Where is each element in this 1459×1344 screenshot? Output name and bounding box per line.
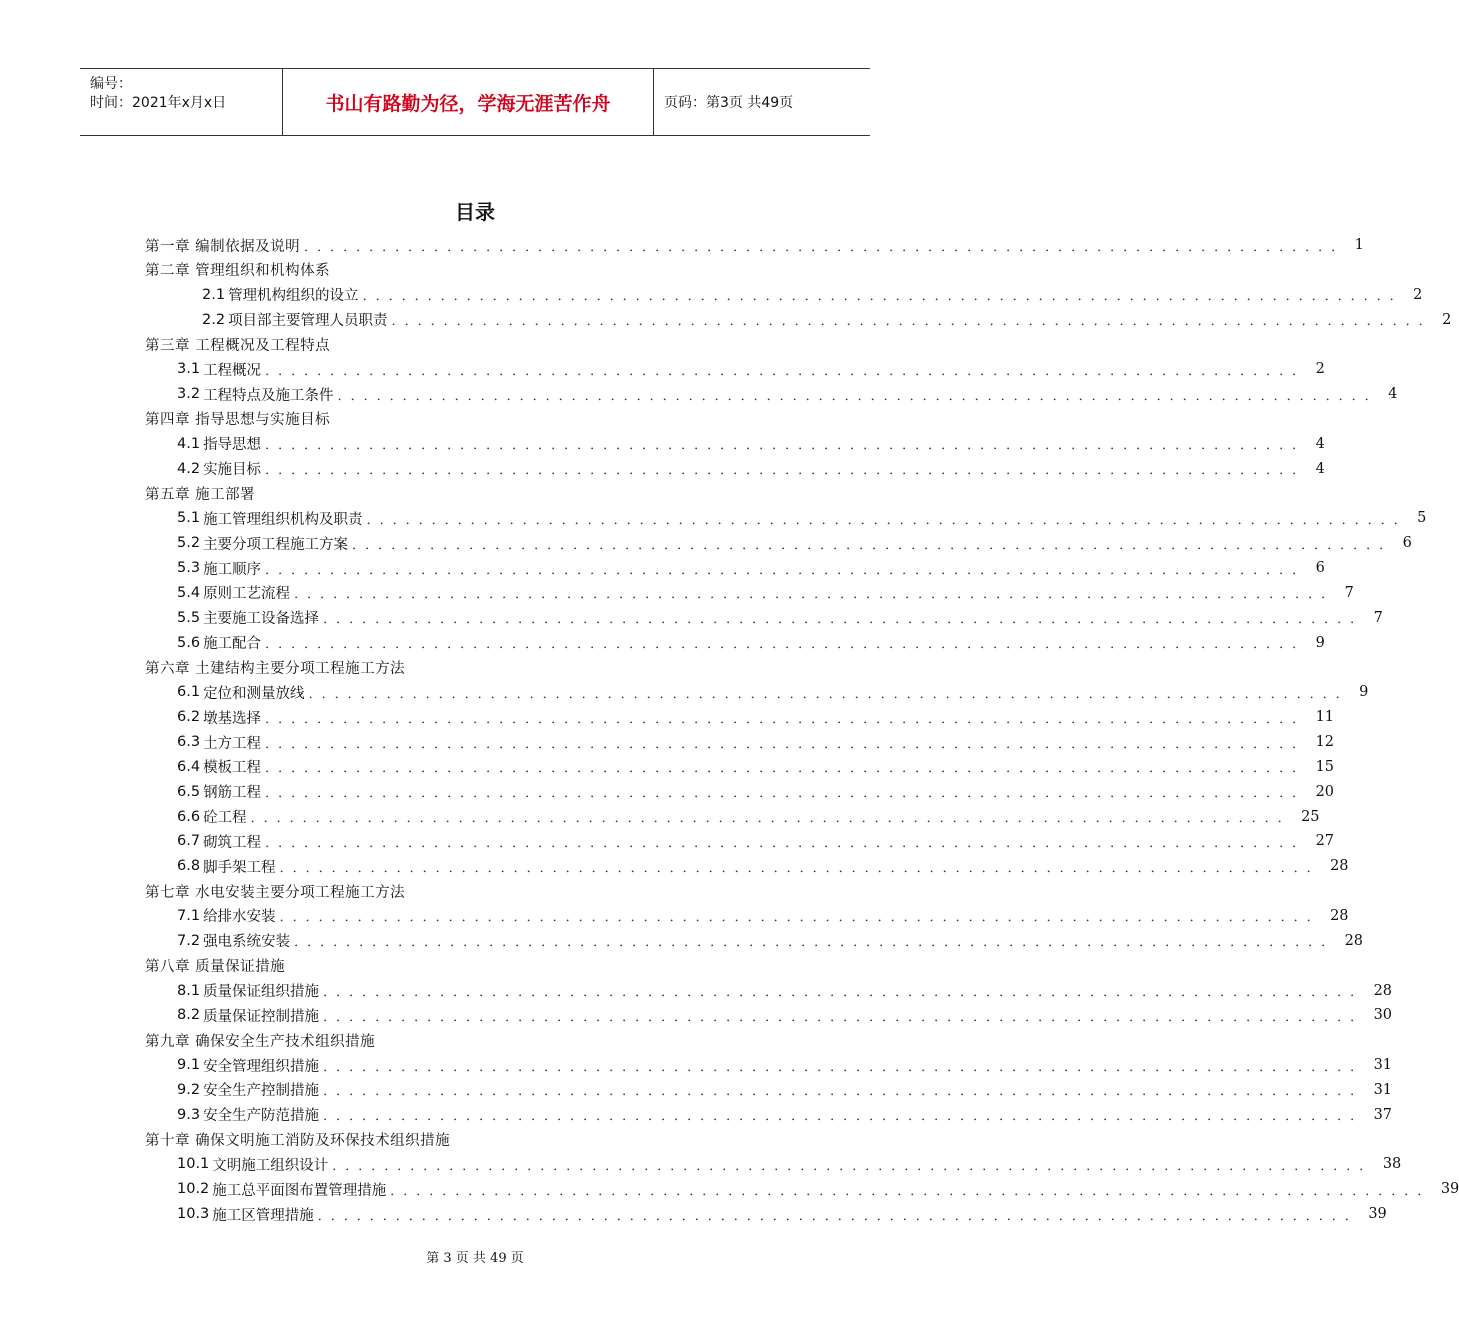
toc-section-number: 9.1 [177, 1057, 201, 1074]
toc-dot-leader: ．．．．．．．．．．．．．．．．．．．．．．．．．．．．．．．．．．．．．．．．．．．．．．．．．．．．．．．．．．．．．．．．．．．．．．．．．．．．．．．． [279, 860, 1327, 876]
toc-entry-label: 安全生产防范措施 [203, 1108, 320, 1125]
toc-section-row[interactable] [177, 905, 1349, 927]
toc-section-row[interactable] [202, 284, 1423, 306]
toc-entry-label: 钢筋工程 [203, 785, 262, 802]
toc-dot-leader: ．．．．．．．．．．．．．．．．．．．．．．．．．．．．．．．．．．．．．．．．．．．．．．．．．．．．．．．．．．．．．．．．．．．．．．．．．．．．．．．． [265, 438, 1312, 454]
toc-dot-leader: ．．．．．．．．．．．．．．．．．．．．．．．．．．．．．．．．．．．．．．．．．．．．．．．．．．．．．．．．．．．．．．．．．．．．．．．．．．．．．．．． [265, 786, 1312, 802]
toc-section-number: 6.5 [177, 783, 201, 800]
toc-section-row[interactable] [177, 1004, 1393, 1026]
toc-section-row[interactable] [177, 731, 1335, 753]
toc-section-number: 10.2 [177, 1181, 210, 1198]
toc-dot-leader: ．．．．．．．．．．．．．．．．．．．．．．．．．．．．．．．．．．．．．．．．．．．．．．．．．．．．．．．．．．．．．．．．．．．．．．．．．．．．．．．． [265, 363, 1312, 379]
toc-page-number: 6 [1315, 560, 1325, 577]
toc-section-row[interactable] [177, 930, 1364, 952]
toc-entry-label: 管理机构组织的设立 [228, 288, 359, 305]
toc-chapter-row[interactable] [145, 656, 845, 678]
toc-entry-label: 项目部主要管理人员职责 [228, 313, 388, 330]
toc-section-row[interactable] [177, 383, 1398, 405]
toc-dot-leader: ．．．．．．．．．．．．．．．．．．．．．．．．．．．．．．．．．．．．．．．．．．．．．．．．．．．．．．．．．．．．．．．．．．．．．．．．．．．．．．．． [352, 537, 1399, 553]
toc-chapter-row[interactable] [145, 955, 845, 977]
toc-entry-label: 模板工程 [203, 760, 262, 777]
toc-section-row[interactable] [177, 632, 1325, 654]
toc-section-number: 8.1 [177, 982, 201, 999]
toc-page-number: 31 [1373, 1081, 1393, 1098]
toc-page-number: 4 [1315, 435, 1325, 452]
toc-section-number: 6.2 [177, 709, 201, 726]
toc-dot-leader: ．．．．．．．．．．．．．．．．．．．．．．．．．．．．．．．．．．．．．．．．．．．．．．．．．．．．．．．．．．．．．．．．．．．．．．．．．．．．．．．． [294, 935, 1341, 951]
toc-section-row[interactable] [177, 1104, 1393, 1126]
toc-dot-leader: ．．．．．．．．．．．．．．．．．．．．．．．．．．．．．．．．．．．．．．．．．．．．．．．．．．．．．．．．．．．．．．．．．．．．．．．．．．．．．．．． [391, 314, 1439, 330]
toc-page-number: 38 [1382, 1156, 1402, 1173]
toc-dot-leader: ．．．．．．．．．．．．．．．．．．．．．．．．．．．．．．．．．．．．．．．．．．．．．．．．．．．．．．．．．．．．．．．．．．．．．．．．．．．．．．．． [323, 612, 1370, 628]
toc-section-number: 10.1 [177, 1156, 210, 1173]
toc-dot-leader: ．．．．．．．．．．．．．．．．．．．．．．．．．．．．．．．．．．．．．．．．．．．．．．．．．．．．．．．．．．．．．．．．．．．．．．．．．．．．．．．． [250, 811, 1298, 827]
toc-section-number: 6.1 [177, 684, 201, 701]
toc-dot-leader: ．．．．．．．．．．．．．．．．．．．．．．．．．．．．．．．．．．．．．．．．．．．．．．．．．．．．．．．．．．．．．．．．．．．．．．．．．．．．．．．． [390, 1183, 1437, 1199]
toc-chapter-row[interactable] [145, 333, 845, 355]
toc-page-number: 25 [1301, 808, 1320, 825]
toc-section-number: 6.4 [177, 758, 201, 775]
toc-section-number: 5.2 [177, 535, 201, 552]
toc-section-number: 6.7 [177, 833, 201, 850]
toc-page-number: 28 [1344, 932, 1364, 949]
toc-section-row[interactable] [177, 681, 1369, 703]
toc-section-row[interactable] [202, 309, 1452, 331]
toc-dot-leader: ．．．．．．．．．．．．．．．．．．．．．．．．．．．．．．．．．．．．．．．．．．．．．．．．．．．．．．．．．．．．．．．．．．．．．．．．．．．．．．．． [323, 1059, 1370, 1075]
toc-entry-label: 文明施工组织设计 [212, 1157, 329, 1174]
toc-section-row[interactable] [177, 458, 1325, 480]
toc-section-number: 6.3 [177, 734, 201, 750]
toc-title: 目录 [455, 200, 495, 224]
toc-dot-leader: ．．．．．．．．．．．．．．．．．．．．．．．．．．．．．．．．．．．．．．．．．．．．．．．．．．．．．．．．．．．．．．．．．．．．．．．．．．．．．．．． [265, 562, 1312, 578]
toc-dot-leader: ．．．．．．．．．．．．．．．．．．．．．．．．．．．．．．．．．．．．．．．．．．．．．．．．．．．．．．．．．．．．．．．．．．．．．．．．．．．．．．．． [323, 1109, 1370, 1125]
document-number-label: 编号： [90, 76, 132, 92]
toc-section-row[interactable] [177, 806, 1320, 828]
toc-chapter-row[interactable] [145, 259, 845, 281]
toc-entry-label: 第三章 工程概况及工程特点 [145, 337, 331, 354]
toc-page-number: 12 [1315, 734, 1335, 750]
toc-page-number: 1 [1354, 237, 1364, 253]
toc-entry-label: 施工顺序 [203, 561, 262, 578]
toc-dot-leader: ．．．．．．．．．．．．．．．．．．．．．．．．．．．．．．．．．．．．．．．．．．．．．．．．．．．．．．．．．．．．．．．．．．．．．．．．．．．．．．．． [323, 1084, 1370, 1100]
toc-dot-leader: ．．．．．．．．．．．．．．．．．．．．．．．．．．．．．．．．．．．．．．．．．．．．．．．．．．．．．．．．．．．．．．．．．．．．．．．．．．．．．．．． [317, 1208, 1365, 1224]
toc-page-number: 28 [1373, 982, 1393, 999]
toc-section-row[interactable] [177, 507, 1427, 529]
toc-entry-label: 施工配合 [203, 636, 262, 653]
header-page-info: 页码：第3页 共49页 [664, 95, 794, 111]
toc-section-row[interactable] [177, 1153, 1402, 1175]
toc-page-number: 2 [1413, 286, 1423, 303]
toc-entry-label: 施工管理组织机构及职责 [203, 511, 363, 528]
toc-entry-label: 工程概况 [203, 362, 262, 379]
toc-section-number: 6.6 [177, 808, 201, 825]
toc-section-number: 4.2 [177, 460, 201, 477]
toc-entry-label: 砌筑工程 [203, 834, 262, 851]
toc-page-number: 28 [1330, 858, 1349, 875]
header-meta [80, 69, 282, 135]
toc-dot-leader: ．．．．．．．．．．．．．．．．．．．．．．．．．．．．．．．．．．．．．．．．．．．．．．．．．．．．．．．．．．．．．．．．．．．．．．．．．．．．．．．． [265, 835, 1312, 851]
toc-section-row[interactable] [177, 532, 1412, 554]
toc-dot-leader: ．．．．．．．．．．．．．．．．．．．．．．．．．．．．．．．．．．．．．．．．．．．．．．．．．．．．．．．．．．．．．．．．．．．．．．．．．．．．．．．． [332, 1158, 1379, 1174]
toc-entry-label: 强电系统安装 [203, 934, 291, 951]
toc-entry-label: 主要施工设备选择 [203, 611, 320, 628]
toc-section-number: 5.5 [177, 609, 201, 626]
toc-dot-leader: ．．．．．．．．．．．．．．．．．．．．．．．．．．．．．．．．．．．．．．．．．．．．．．．．．．．．．．．．．．．．．．．．．．．．．．．．．．．．．．．． [279, 910, 1327, 926]
toc-page-number: 9 [1315, 634, 1325, 651]
toc-section-row[interactable] [177, 1203, 1387, 1225]
toc-dot-leader: ．．．．．．．．．．．．．．．．．．．．．．．．．．．．．．．．．．．．．．．．．．．．．．．．．．．．．．．．．．．．．．．．．．．．．．．．．．．．．．．． [366, 512, 1414, 528]
toc-page-number: 4 [1388, 386, 1398, 403]
toc-page-number: 39 [1368, 1206, 1387, 1223]
toc-chapter-row[interactable] [145, 1029, 845, 1051]
toc-page-number: 2 [1315, 361, 1325, 378]
toc-entry-label: 质量保证组织措施 [203, 984, 320, 1000]
toc-section-number: 4.1 [177, 435, 201, 452]
toc-section-row[interactable] [177, 1054, 1393, 1076]
toc-section-number: 8.2 [177, 1007, 201, 1024]
toc-page-number: 6 [1402, 535, 1412, 552]
toc-entry-label: 指导思想 [203, 437, 262, 454]
toc-section-number: 7.1 [177, 907, 201, 924]
toc-section-number: 5.6 [177, 634, 201, 651]
toc-section-number: 10.3 [177, 1206, 210, 1223]
toc-dot-leader: ．．．．．．．．．．．．．．．．．．．．．．．．．．．．．．．．．．．．．．．．．．．．．．．．．．．．．．．．．．．．．．．．．．．．．．．．．．．．．．．． [323, 1009, 1370, 1025]
toc-section-number: 9.3 [177, 1106, 201, 1123]
toc-section-row[interactable] [177, 582, 1354, 604]
toc-section-row[interactable] [177, 855, 1349, 877]
toc-entry-label: 施工区管理措施 [212, 1207, 314, 1224]
toc-section-row[interactable] [177, 830, 1335, 852]
toc-dot-leader: ．．．．．．．．．．．．．．．．．．．．．．．．．．．．．．．．．．．．．．．．．．．．．．．．．．．．．．．．．．．．．．．．．．．．．．．．．．．．．．．． [294, 587, 1341, 603]
toc-entry-label: 土方工程 [203, 735, 262, 752]
toc-chapter-row[interactable] [145, 483, 845, 505]
toc-dot-leader: ．．．．．．．．．．．．．．．．．．．．．．．．．．．．．．．．．．．．．．．．．．．．．．．．．．．．．．．．．．．．．．．．．．．．．．．．．．．．．．．． [323, 985, 1370, 1000]
toc-page-number: 20 [1315, 783, 1335, 800]
toc-entry-label: 施工总平面图布置管理措施 [212, 1182, 387, 1199]
toc-section-number: 7.2 [177, 932, 201, 949]
toc-entry-label: 质量保证控制措施 [203, 1008, 320, 1025]
toc-page-number: 37 [1373, 1106, 1393, 1123]
toc-page-number: 2 [1442, 311, 1452, 328]
toc-page-number: 39 [1440, 1181, 1459, 1198]
toc-section-number: 3.1 [177, 361, 201, 378]
toc-section-row[interactable] [177, 781, 1335, 803]
toc-entry-label: 脚手架工程 [203, 859, 276, 876]
toc-entry-label: 第六章 土建结构主要分项工程施工方法 [145, 660, 406, 677]
toc-page-number: 7 [1373, 609, 1383, 626]
toc-dot-leader: ．．．．．．．．．．．．．．．．．．．．．．．．．．．．．．．．．．．．．．．．．．．．．．．．．．．．．．．．．．．．．．．．．．．．．．．．．．．．．．．． [265, 711, 1312, 727]
toc-entry-label: 安全生产控制措施 [203, 1083, 320, 1100]
toc-entry-label: 墩基选择 [203, 710, 262, 727]
toc-section-number: 2.1 [202, 286, 226, 303]
toc-dot-leader: ．．．．．．．．．．．．．．．．．．．．．．．．．．．．．．．．．．．．．．．．．．．．．．．．．．．．．．．．．．．．．．．．．．．．．．．．．．．．．．．． [308, 686, 1356, 702]
toc-entry-label: 实施目标 [203, 462, 262, 479]
toc-entry-label: 砼工程 [203, 810, 247, 827]
toc-entry-label: 第五章 施工部署 [145, 487, 256, 503]
toc-dot-leader: ．．．．．．．．．．．．．．．．．．．．．．．．．．．．．．．．．．．．．．．．．．．．．．．．．．．．．．．．．．．．．．．．．．．．．．．．．．．．．．．． [265, 463, 1312, 479]
toc-page-number: 9 [1359, 684, 1369, 701]
toc-page-number: 27 [1315, 833, 1335, 850]
document-date: 时间：2021年x月x日 [90, 95, 227, 111]
toc-chapter-row[interactable] [145, 234, 1364, 256]
page-header [80, 68, 870, 136]
toc-page-number: 31 [1373, 1057, 1393, 1074]
toc-section-row[interactable] [177, 1178, 1459, 1200]
toc-dot-leader: ．．．．．．．．．．．．．．．．．．．．．．．．．．．．．．．．．．．．．．．．．．．．．．．．．．．．．．．．．．．．．．．．．．．．．．．．．．．．．．．． [337, 388, 1385, 404]
toc-page-number: 30 [1373, 1007, 1393, 1024]
toc-page-number: 4 [1315, 460, 1325, 477]
toc-entry-label: 主要分项工程施工方案 [203, 536, 349, 553]
toc-section-number: 9.2 [177, 1081, 201, 1098]
toc-page-number: 15 [1315, 758, 1335, 775]
toc-entry-label: 第八章 质量保证措施 [145, 959, 286, 976]
toc-dot-leader: ．．．．．．．．．．．．．．．．．．．．．．．．．．．．．．．．．．．．．．．．．．．．．．．．．．．．．．．．．．．．．．．．．．．．．．．．．．．．．．．． [265, 761, 1312, 777]
toc-entry-label: 第十章 确保文明施工消防及环保技术组织措施 [145, 1133, 451, 1150]
toc-section-row[interactable] [177, 607, 1383, 629]
toc-section-row[interactable] [177, 980, 1393, 1002]
toc-page-number: 5 [1417, 510, 1427, 527]
toc-entry-label: 给排水安装 [203, 909, 276, 926]
toc-entry-label: 第一章 编制依据及说明 [145, 238, 301, 255]
toc-section-row[interactable] [177, 358, 1325, 380]
toc-page-number: 7 [1344, 584, 1354, 601]
toc-entry-label: 安全管理组织措施 [203, 1058, 320, 1075]
toc-entry-label: 第二章 管理组织和机构体系 [145, 263, 331, 280]
toc-section-number: 5.3 [177, 560, 201, 577]
toc-entry-label: 原则工艺流程 [203, 586, 291, 603]
toc-section-number: 5.1 [177, 510, 201, 527]
page-footer: 第 3 页 共 49 页 [426, 1251, 524, 1266]
toc-entry-label: 第四章 指导思想与实施目标 [145, 412, 331, 429]
toc-dot-leader: ．．．．．．．．．．．．．．．．．．．．．．．．．．．．．．．．．．．．．．．．．．．．．．．．．．．．．．．．．．．．．．．．．．．．．．．．．．．．．．．． [304, 239, 1351, 255]
toc-section-row[interactable] [177, 433, 1325, 455]
toc-page-number: 11 [1315, 709, 1335, 726]
toc-entry-label: 定位和测量放线 [203, 685, 305, 702]
toc-section-row[interactable] [177, 1079, 1393, 1101]
toc-section-number: 3.2 [177, 386, 201, 403]
header-motto: 书山有路勤为径，学海无涯苦作舟 [282, 69, 654, 135]
toc-dot-leader: ．．．．．．．．．．．．．．．．．．．．．．．．．．．．．．．．．．．．．．．．．．．．．．．．．．．．．．．．．．．．．．．．．．．．．．．．．．．．．．．． [265, 736, 1312, 752]
toc-page-number: 28 [1330, 907, 1349, 924]
toc-entry-label: 第九章 确保安全生产技术组织措施 [145, 1033, 376, 1050]
toc-section-number: 5.4 [177, 584, 201, 601]
toc-entry-label: 工程特点及施工条件 [203, 387, 334, 404]
toc-chapter-row[interactable] [145, 1129, 845, 1151]
toc-section-number: 6.8 [177, 858, 201, 875]
toc-section-number: 2.2 [202, 311, 226, 328]
toc-section-row[interactable] [177, 706, 1335, 728]
toc-chapter-row[interactable] [145, 880, 845, 902]
toc-entry-label: 第七章 水电安装主要分项工程施工方法 [145, 884, 406, 901]
toc-dot-leader: ．．．．．．．．．．．．．．．．．．．．．．．．．．．．．．．．．．．．．．．．．．．．．．．．．．．．．．．．．．．．．．．．．．．．．．．．．．．．．．．． [265, 637, 1312, 653]
toc-dot-leader: ．．．．．．．．．．．．．．．．．．．．．．．．．．．．．．．．．．．．．．．．．．．．．．．．．．．．．．．．．．．．．．．．．．．．．．．．．．．．．．．． [362, 289, 1410, 305]
toc-section-row[interactable] [177, 557, 1325, 579]
toc-section-row[interactable] [177, 756, 1335, 778]
toc-chapter-row[interactable] [145, 408, 845, 430]
